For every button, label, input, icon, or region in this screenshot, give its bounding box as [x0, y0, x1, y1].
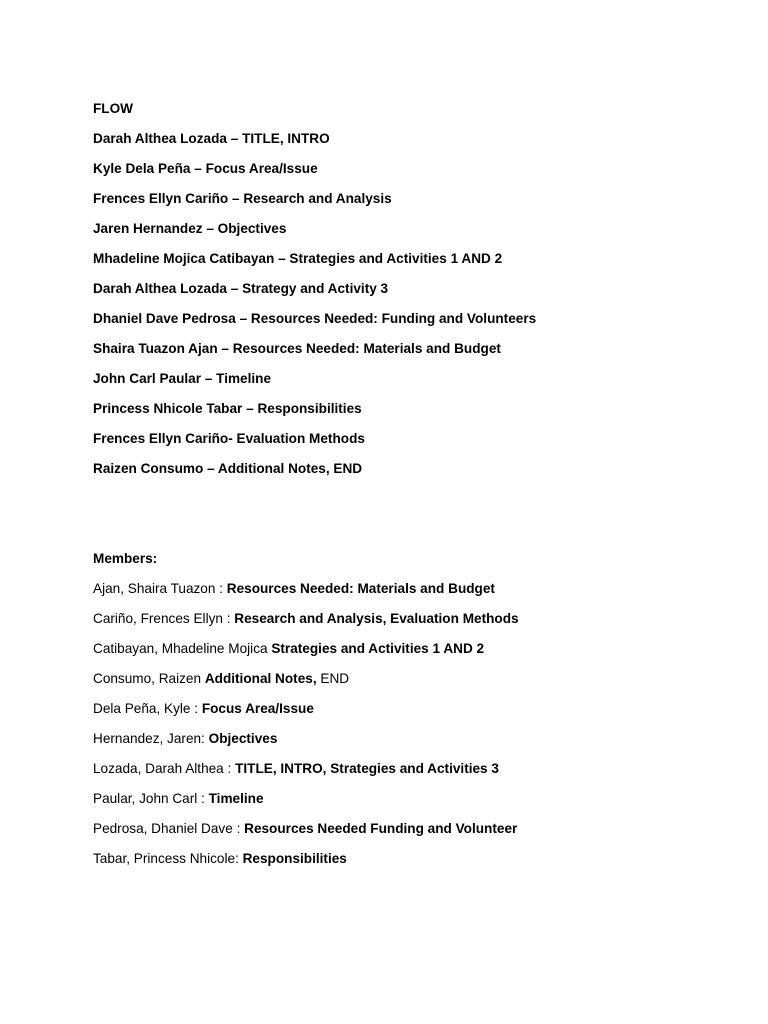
flow-heading: FLOW [93, 101, 134, 116]
flow-item: Shaira Tuazon Ajan – Resources Needed: Materials and Budget [93, 341, 501, 356]
flow-item: Frences Ellyn Cariño- Evaluation Methods [93, 431, 365, 446]
document-body [93, 100, 733, 880]
member-row [93, 670, 733, 700]
member-name: Catibayan, Mhadeline Mojica [93, 641, 272, 656]
member-role: Resources Needed: Materials and Budget [226, 581, 495, 596]
member-name: Cariño, Frences Ellyn : [93, 611, 235, 626]
flow-item: Frences Ellyn Cariño – Research and Analysis [93, 191, 392, 206]
member-row [93, 580, 733, 610]
flow-section [93, 100, 733, 490]
member-row [93, 610, 733, 640]
member-row [93, 790, 733, 820]
flow-item: Darah Althea Lozada – TITLE, INTRO [93, 131, 330, 146]
member-suffix: END [316, 671, 350, 686]
flow-item: Darah Althea Lozada – Strategy and Activity 3 [93, 281, 389, 296]
member-row [93, 700, 733, 730]
member-name: Paular, John Carl : [93, 791, 209, 806]
members-heading: Members: [93, 551, 158, 566]
members-section [93, 550, 733, 880]
member-role: Objectives [208, 731, 278, 746]
member-row [93, 730, 733, 760]
flow-item: John Carl Paular – Timeline [93, 371, 272, 386]
member-role: Resources Needed Funding and Volunteer [244, 821, 518, 836]
member-role: Strategies and Activities 1 AND 2 [271, 641, 485, 656]
flow-item: Kyle Dela Peña – Focus Area/Issue [93, 161, 318, 176]
member-role: Responsibilities [242, 851, 347, 866]
member-role: Research and Analysis, Evaluation Methods [234, 611, 519, 626]
member-role: Focus Area/Issue [201, 701, 314, 716]
member-name: Dela Peña, Kyle : [93, 701, 202, 716]
flow-item: Princess Nhicole Tabar – Responsibilities [93, 401, 362, 416]
member-row [93, 760, 733, 790]
member-role: Timeline [208, 791, 264, 806]
flow-item: Raizen Consumo – Additional Notes, END [93, 461, 363, 476]
member-name: Tabar, Princess Nhicole: [93, 851, 243, 866]
member-role: Additional Notes, [204, 671, 317, 686]
member-row [93, 820, 733, 850]
member-role: TITLE, INTRO, Strategies and Activities 3 [235, 761, 499, 776]
flow-item: Dhaniel Dave Pedrosa – Resources Needed: Funding and Volunteers [93, 311, 537, 326]
member-name: Pedrosa, Dhaniel Dave : [93, 821, 245, 836]
member-row [93, 640, 733, 670]
flow-item: Jaren Hernandez – Objectives [93, 221, 287, 236]
member-name: Hernandez, Jaren: [93, 731, 209, 746]
flow-item: Mhadeline Mojica Catibayan – Strategies and Activities 1 AND 2 [93, 251, 503, 266]
member-name: Consumo, Raizen [93, 671, 205, 686]
member-name: Ajan, Shaira Tuazon : [93, 581, 227, 596]
member-row [93, 850, 733, 880]
member-name: Lozada, Darah Althea : [93, 761, 236, 776]
